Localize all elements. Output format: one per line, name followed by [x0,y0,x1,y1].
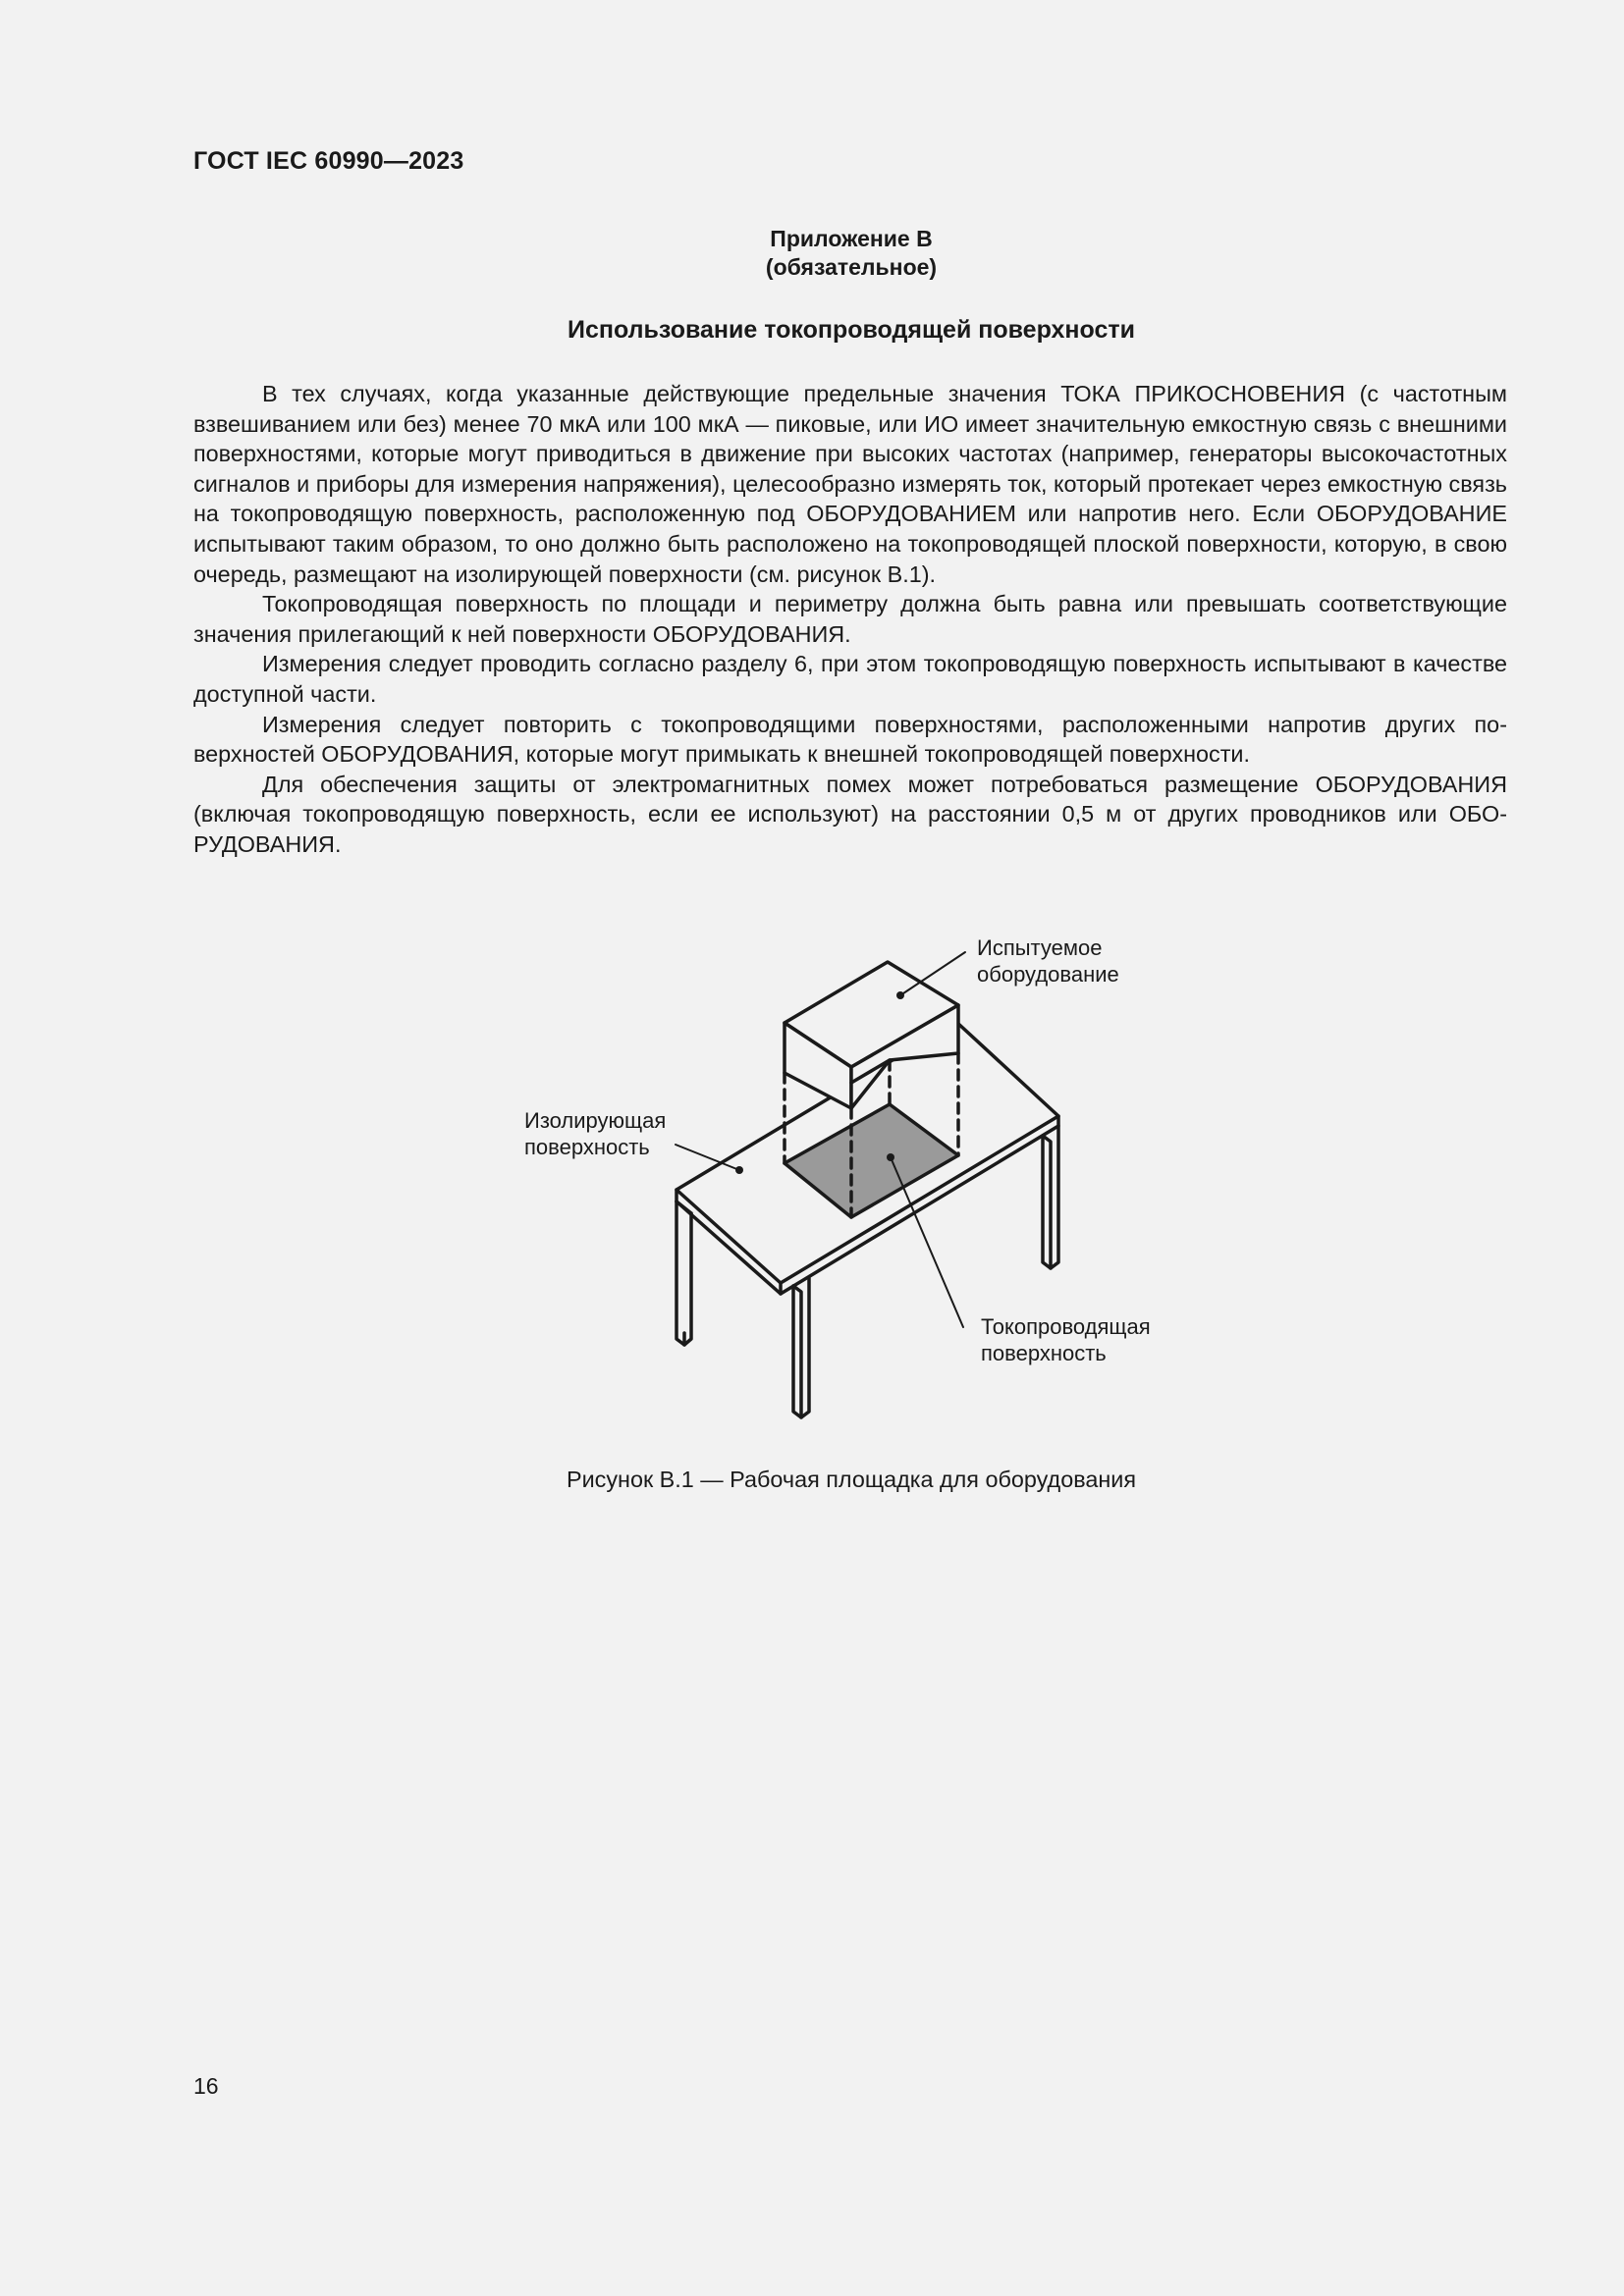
workbench-drawing [0,913,1624,1423]
figure-b1 [0,913,1624,1423]
label-line: Токопроводящая [981,1314,1151,1339]
section-heading: Использование токопроводящей поверхности [568,316,1135,344]
document-header: ГОСТ IEC 60990—2023 [193,147,464,175]
paragraph: В тех случаях, когда указанные действующие предельные значения ТОКА ПРИКОСНОВЕНИЯ (с частотным взвешиванием или без) менее 70 мкА или 100 мкА — пиковые, или ИО имеет значительную емкостную связь с внешними поверхностями, которые могут приводиться в движение при высоких частотах (например, генераторы высокочастотных сигналов и приборы для измерения напряжения), целесообразно измерять ток, который протекает через емкостную связь на токопроводящую поверхность, расположенную под ОБОРУДОВАНИЕМ или напротив него. Если ОБОРУДОВАНИЕ испытывают таким образом, то оно должно быть расположено на токопроводящей плоской поверхности, которую, в свою очередь, размещают на изолирующей поверхности (см. рисунок В.1). [193,381,1507,587]
label-line: оборудование [977,962,1119,987]
appendix-title-block [39,225,1624,282]
label-line: Изолирующая [524,1108,667,1133]
body-text [193,379,1507,860]
paragraph: Для обеспечения защиты от электромагнитных помех может потребоваться размещение ОБОРУДОВАНИЯ (включая токопроводящую поверхность, если ее используют) на расстоянии 0,5 м от других проводников или ОБОРУДОВАНИЯ. [193,771,1507,857]
label-insulating-surface [524,1107,666,1160]
paragraph: Измерения следует проводить согласно разделу 6, при этом токопроводящую поверхность испытывают в качестве доступной части. [193,651,1507,707]
figure-caption: Рисунок В.1 — Рабочая площадка для оборудования [566,1467,1137,1492]
label-line: поверхность [524,1135,650,1159]
page-number: 16 [193,2073,219,2099]
paragraph: Токопроводящая поверхность по площади и периметру должна быть равна или превышать соответствующие значения прилегающий к ней поверхности ОБОРУДОВАНИЯ. [193,591,1507,647]
label-equipment-under-test [977,934,1119,988]
table-leg [677,1201,691,1345]
label-line: Испытуемое [977,935,1103,960]
appendix-status: (обязательное) [765,254,938,280]
paragraph: Измерения следует повторить с токопроводящими поверхностями, расположенными напротив других поверхностей ОБОРУДОВАНИЯ, которые могут примыкать к внешней токопроводящей поверхности. [193,711,1507,768]
appendix-title: Приложение В [770,226,933,251]
label-conductive-surface [981,1313,1151,1366]
label-line: поверхность [981,1341,1107,1365]
